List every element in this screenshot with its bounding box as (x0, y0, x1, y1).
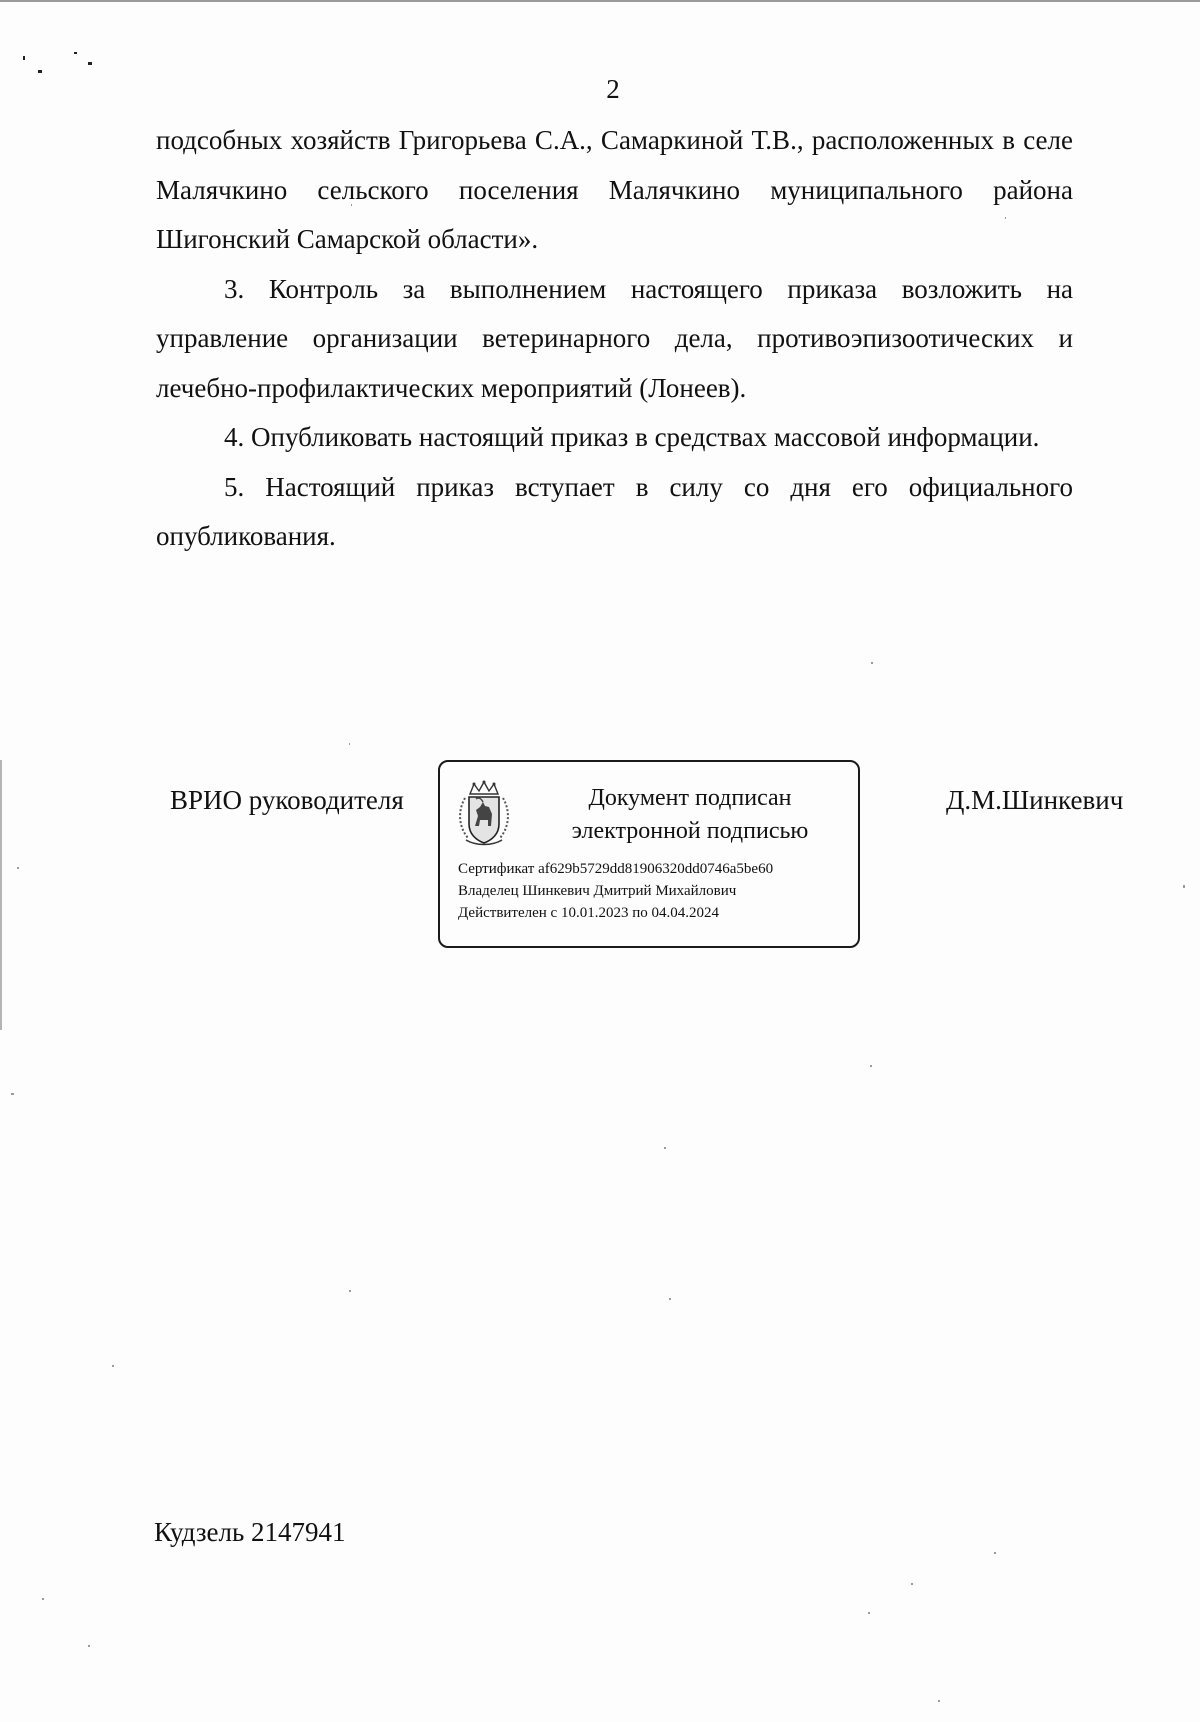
executor-note: Кудзель 2147941 (154, 1517, 346, 1547)
document-body (156, 116, 1073, 562)
electronic-signature-stamp (438, 760, 860, 948)
paragraph-item-4: 4. Опубликовать настоящий приказ в средствах массовой информации. (224, 422, 1040, 452)
paragraph-continuation: подсобных хозяйств Григорьева С.А., Самаркиной Т.В., расположенных в селе Малячкино сельского поселения Малячкино муниципального района Шигонский Самарской области». (156, 125, 1073, 254)
page-number: 2 (606, 74, 620, 104)
stamp-certificate: Сертификат af629b5729dd81906320dd0746a5be60 (458, 861, 774, 877)
paragraph-item-3: 3. Контроль за выполнением настоящего приказа возложить на управление организации ветеринарного дела, противоэпизоотических и лечебно-профилактических мероприятий (Лонеев). (156, 273, 1073, 403)
signer-position: ВРИО руководителя (170, 785, 404, 815)
stamp-validity: Действителен с 10.01.2023 по 04.04.2024 (458, 905, 719, 921)
scan-top-edge (0, 0, 1200, 2)
coat-of-arms-icon (456, 780, 512, 848)
signer-name: Д.М.Шинкевич (946, 785, 1124, 815)
stamp-details (458, 858, 848, 924)
stamp-title: Документ подписан электронной подписью (571, 785, 809, 844)
signature-block (0, 760, 1200, 950)
paragraph-item-5: 5. Настоящий приказ вступает в силу со дня его официального опубликования. (156, 471, 1073, 551)
stamp-owner: Владелец Шинкевич Дмитрий Михайлович (458, 883, 737, 899)
